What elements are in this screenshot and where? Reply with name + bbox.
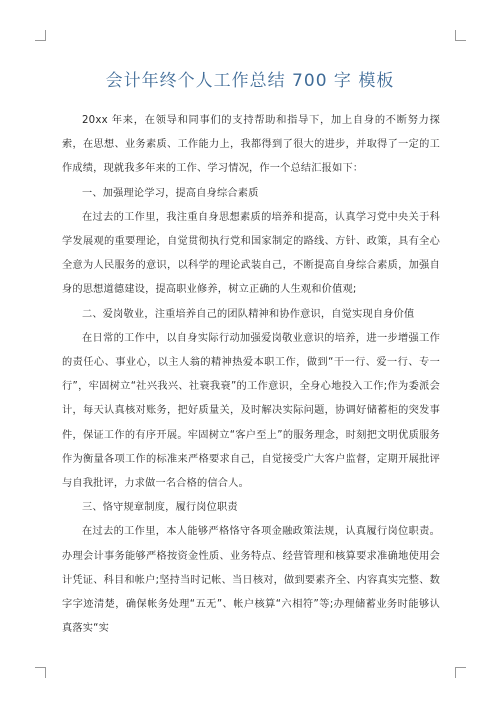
section-heading-2: 二、爱岗敬业，注重培养自己的团队精神和协作意识，自觉实现自身价值 (82, 308, 415, 320)
section-heading-3: 三、恪守规章制度，履行岗位职责 (82, 502, 238, 514)
crop-mark-top-right (455, 30, 466, 41)
document-body (62, 109, 440, 641)
crop-mark-top-left (35, 30, 46, 41)
section-paragraph-1: 在过去的工作里，我注重自身思想素质的培养和提高，认真学习党中央关于科学发展观的重要理论，自觉贯彻执行党和国家制定的路线、方针、政策，具有全心全意为人民服务的意识，以科学的理论武装自己，不断提高自身综合素质，加强自身的思想道德建设，提高职业修养，树立正确的人生观和价值观; (62, 211, 440, 296)
document-title: 会计年终个人工作总结 700 字 模板 (105, 71, 395, 91)
section-heading-1: 一、加强理论学习，提高自身综合素质 (82, 187, 259, 199)
crop-mark-bottom-right (455, 667, 466, 678)
section-paragraph-3: 在过去的工作里，本人能够严格恪守各项金融政策法规，认真履行岗位职责。办理会计事务能够严格按资金性质、业务特点、经营管理和核算要求准确地使用会计凭证、科目和帐户;坚持当时记帐、当日核对，做到要素齐全、内容真实完整、数字字迹清楚，确保帐务处理“五无”、帐户核算“六相符”等;办理储蓄业务时能够认真落实“实 (62, 526, 440, 635)
crop-mark-bottom-left (35, 667, 46, 678)
intro-paragraph: 20xx 年来，在领导和同事们的支持帮助和指导下，加上自身的不断努力探索，在思想、业务素质、工作能力上，我都得到了很大的进步，并取得了一定的工作成绩，现就我多年来的工作、学习情况，作一个总结汇报如下： (62, 115, 440, 175)
section-paragraph-2: 在日常的工作中，以自身实际行动加强爱岗敬业意识的培养，进一步增强工作的责任心、事业心，以主人翁的精神热爱本职工作，做到“干一行、爱一行、专一行”，牢固树立“社兴我兴、社衰我衰”的工作意识，全身心地投入工作;作为委派会计，每天认真核对账务，把好质量关，及时解决实际问题，协调好储蓄柜的突发事件，保证工作的有序开展。牢固树立“客户至上”的服务理念，时刻把文明优质服务作为衡量各项工作的标准来严格要求自己，自觉接受广大客户监督，定期开展批评与自我批评，力求做一名合格的信合人。 (62, 332, 440, 490)
